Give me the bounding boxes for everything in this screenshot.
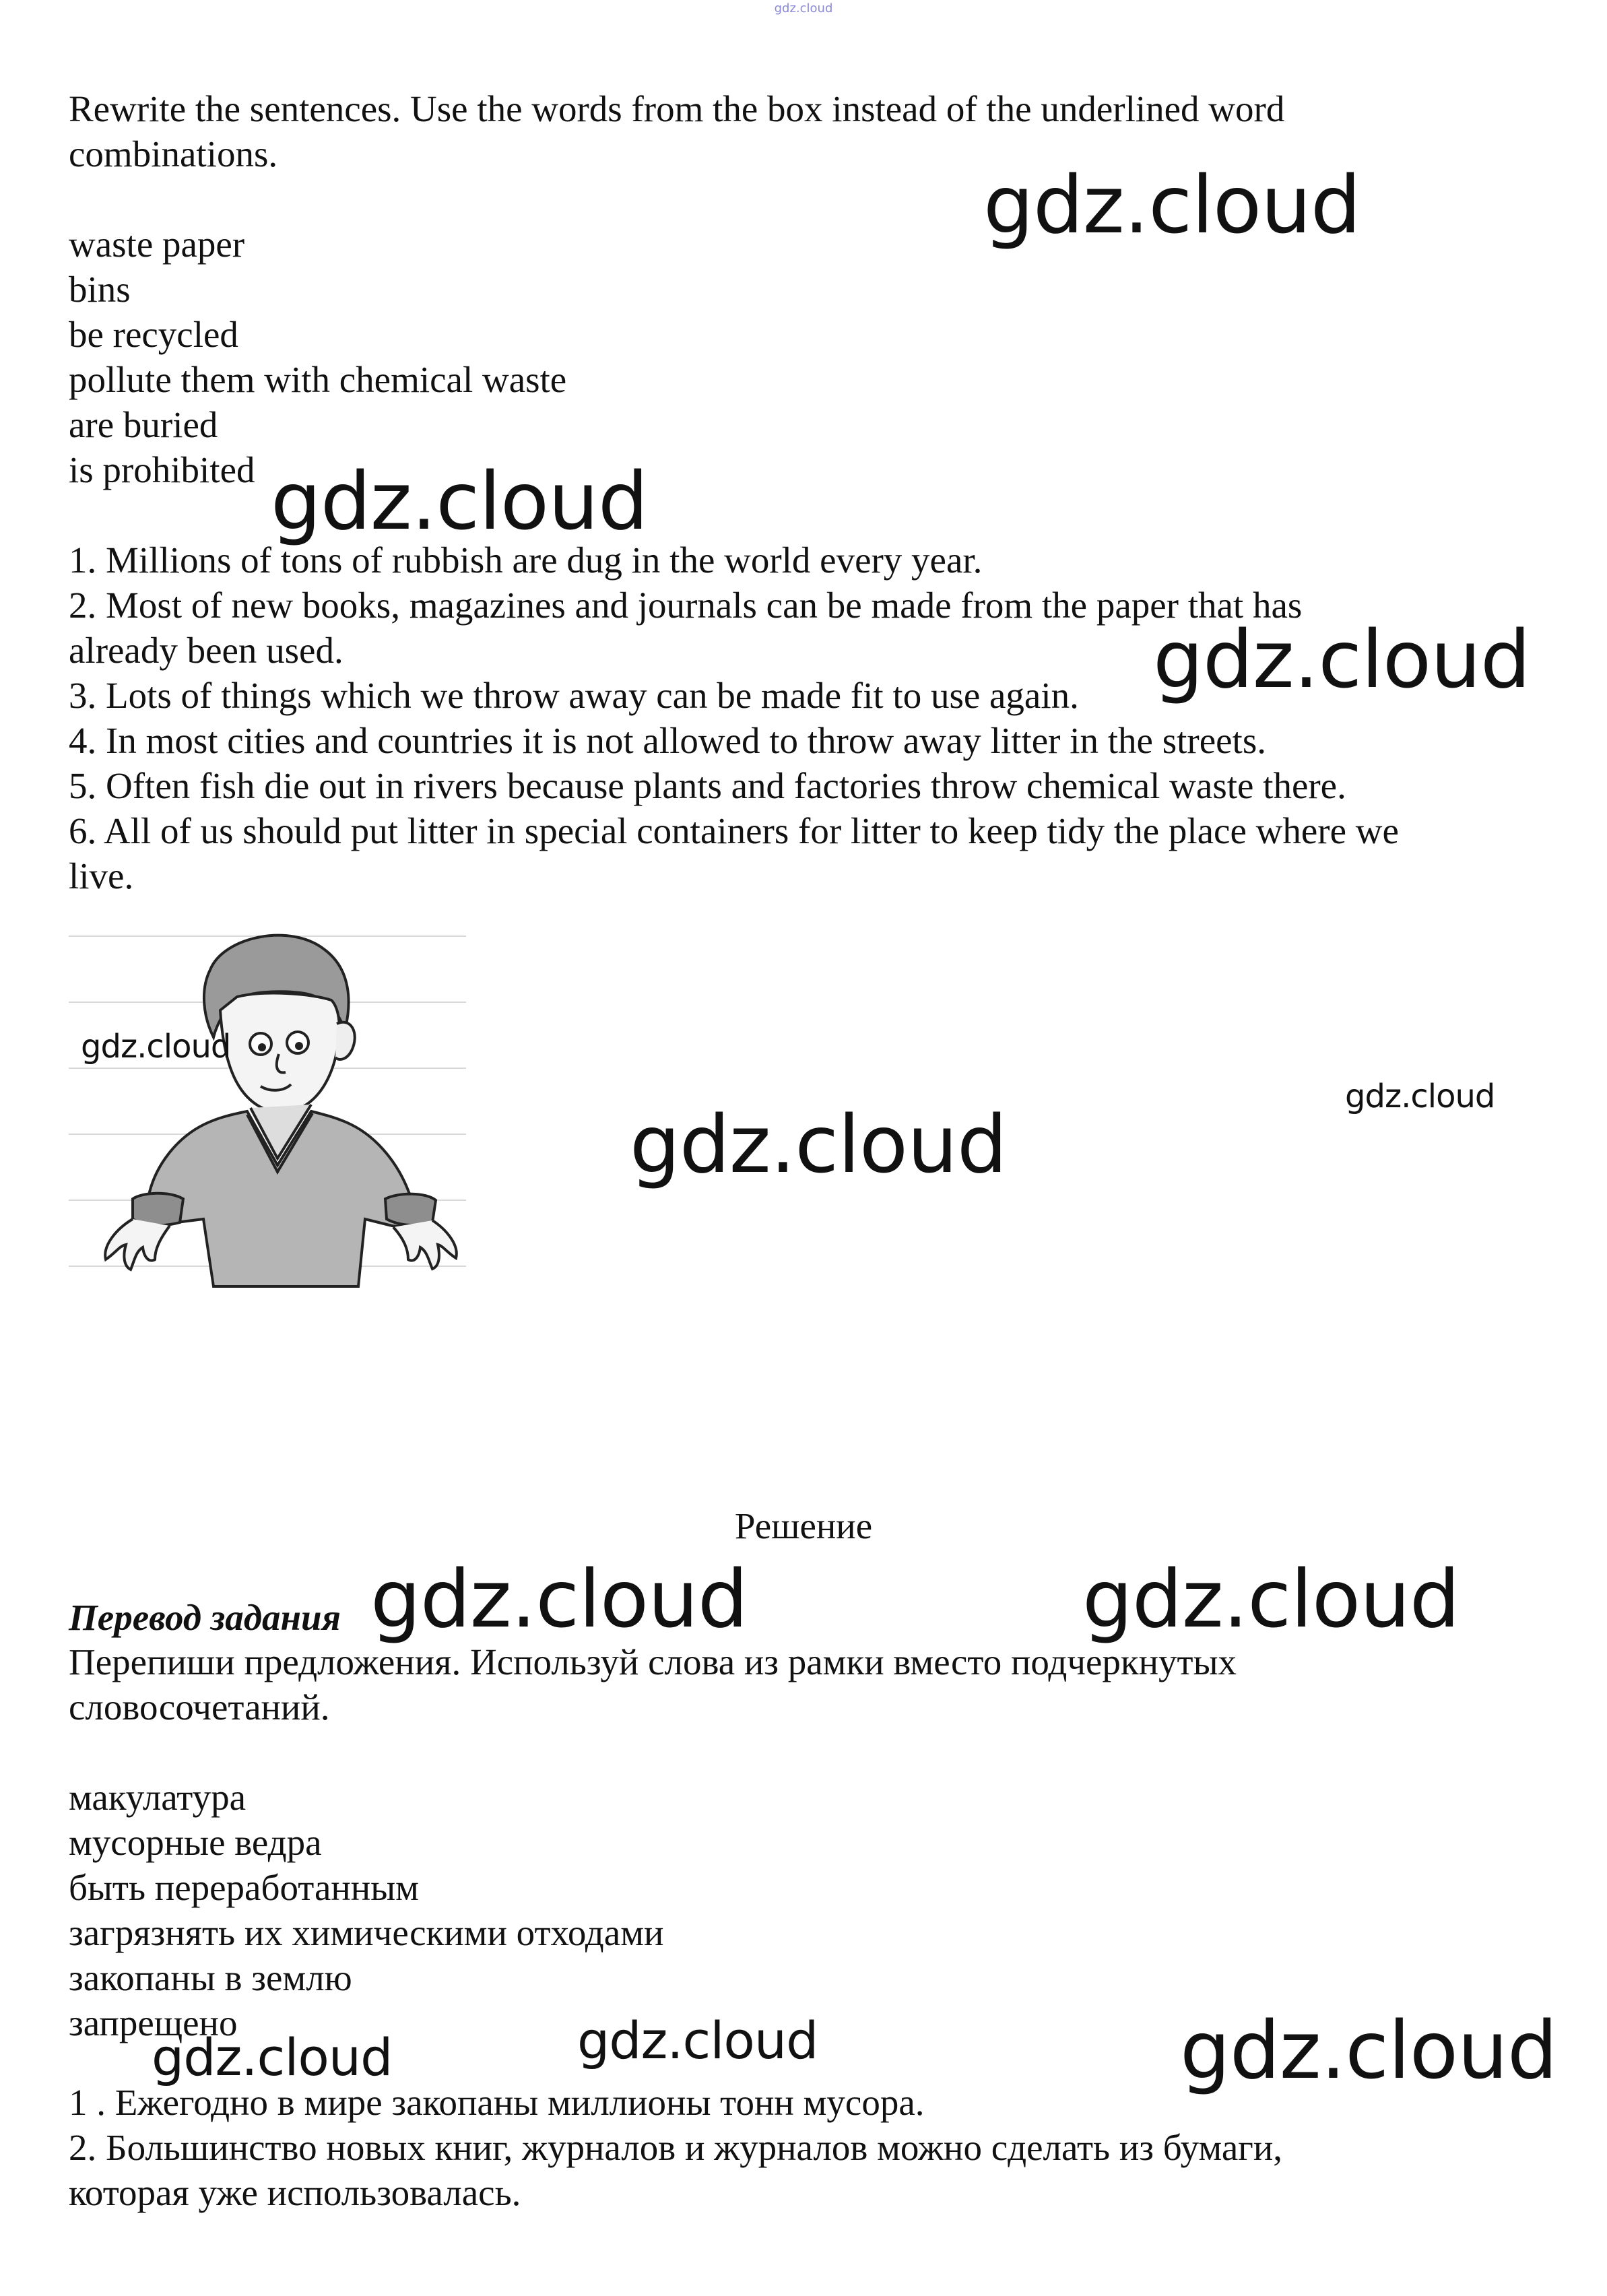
box-word: waste paper <box>69 224 245 265</box>
solution-box-word: мусорные ведра <box>69 1822 322 1863</box>
watermark: gdz.cloud <box>1153 613 1530 706</box>
solution-sentence: 1 . Ежегодно в мире закопаны миллионы тонн мусора. <box>69 2082 925 2123</box>
box-word: be recycled <box>69 314 238 355</box>
watermark: gdz.cloud <box>271 455 648 548</box>
box-word: pollute them with chemical waste <box>69 359 567 400</box>
task-sentence: 2. Most of new books, magazines and journals can be made from the paper that has <box>69 585 1303 626</box>
watermark: gdz.cloud <box>630 1098 1007 1191</box>
task-sentence: 6. All of us should put litter in special containers for litter to keep tidy the place where we <box>69 810 1399 851</box>
watermark: gdz.cloud <box>1082 1552 1460 1645</box>
solution-instruction-line2: словосочетаний. <box>69 1686 330 1728</box>
box-word: is prohibited <box>69 449 255 490</box>
watermark: gdz.cloud <box>983 158 1360 251</box>
task-instruction-line2: combinations. <box>69 133 278 174</box>
box-word: are buried <box>69 404 218 445</box>
task-sentence: 1. Millions of tons of rubbish are dug in the world every year. <box>69 539 983 581</box>
solution-box-word: быть переработанным <box>69 1867 419 1908</box>
watermark: gdz.cloud <box>370 1552 748 1645</box>
translation-heading: Перевод задания <box>69 1597 341 1638</box>
box-word: bins <box>69 269 131 310</box>
task-sentence: already been used. <box>69 630 343 671</box>
watermark: gdz.cloud <box>81 1028 231 1065</box>
solution-box-word: загрязнять их химическими отходами <box>69 1912 664 1953</box>
solution-sentence: которая уже использовалась. <box>69 2172 521 2213</box>
boy-illustration <box>69 923 466 1293</box>
solution-box-word: макулатура <box>69 1777 247 1818</box>
watermark: gdz.cloud <box>152 2027 393 2087</box>
task-sentence: 5. Often fish die out in rivers because plants and factories throw chemical waste there. <box>69 765 1346 806</box>
watermark: gdz.cloud <box>577 2010 818 2070</box>
solution-sentence: 2. Большинство новых книг, журналов и журналов можно сделать из бумаги, <box>69 2127 1283 2168</box>
task-instruction-line1: Rewrite the sentences. Use the words from the box instead of the underlined word <box>69 88 1285 129</box>
task-sentence: 4. In most cities and countries it is not allowed to throw away litter in the streets. <box>69 720 1266 761</box>
task-sentence: live. <box>69 855 134 896</box>
solution-title: Решение <box>734 1505 873 1546</box>
solution-box-word: запрещено <box>69 2002 238 2043</box>
top-watermark: gdz.cloud <box>774 1 833 15</box>
solution-box-word: закопаны в землю <box>69 1957 352 1998</box>
watermark: gdz.cloud <box>1345 1078 1495 1115</box>
task-sentence: 3. Lots of things which we throw away can be made fit to use again. <box>69 675 1079 716</box>
watermark: gdz.cloud <box>1180 2004 1557 2097</box>
solution-instruction-line1: Перепиши предложения. Используй слова из рамки вместо подчеркнутых <box>69 1641 1237 1682</box>
